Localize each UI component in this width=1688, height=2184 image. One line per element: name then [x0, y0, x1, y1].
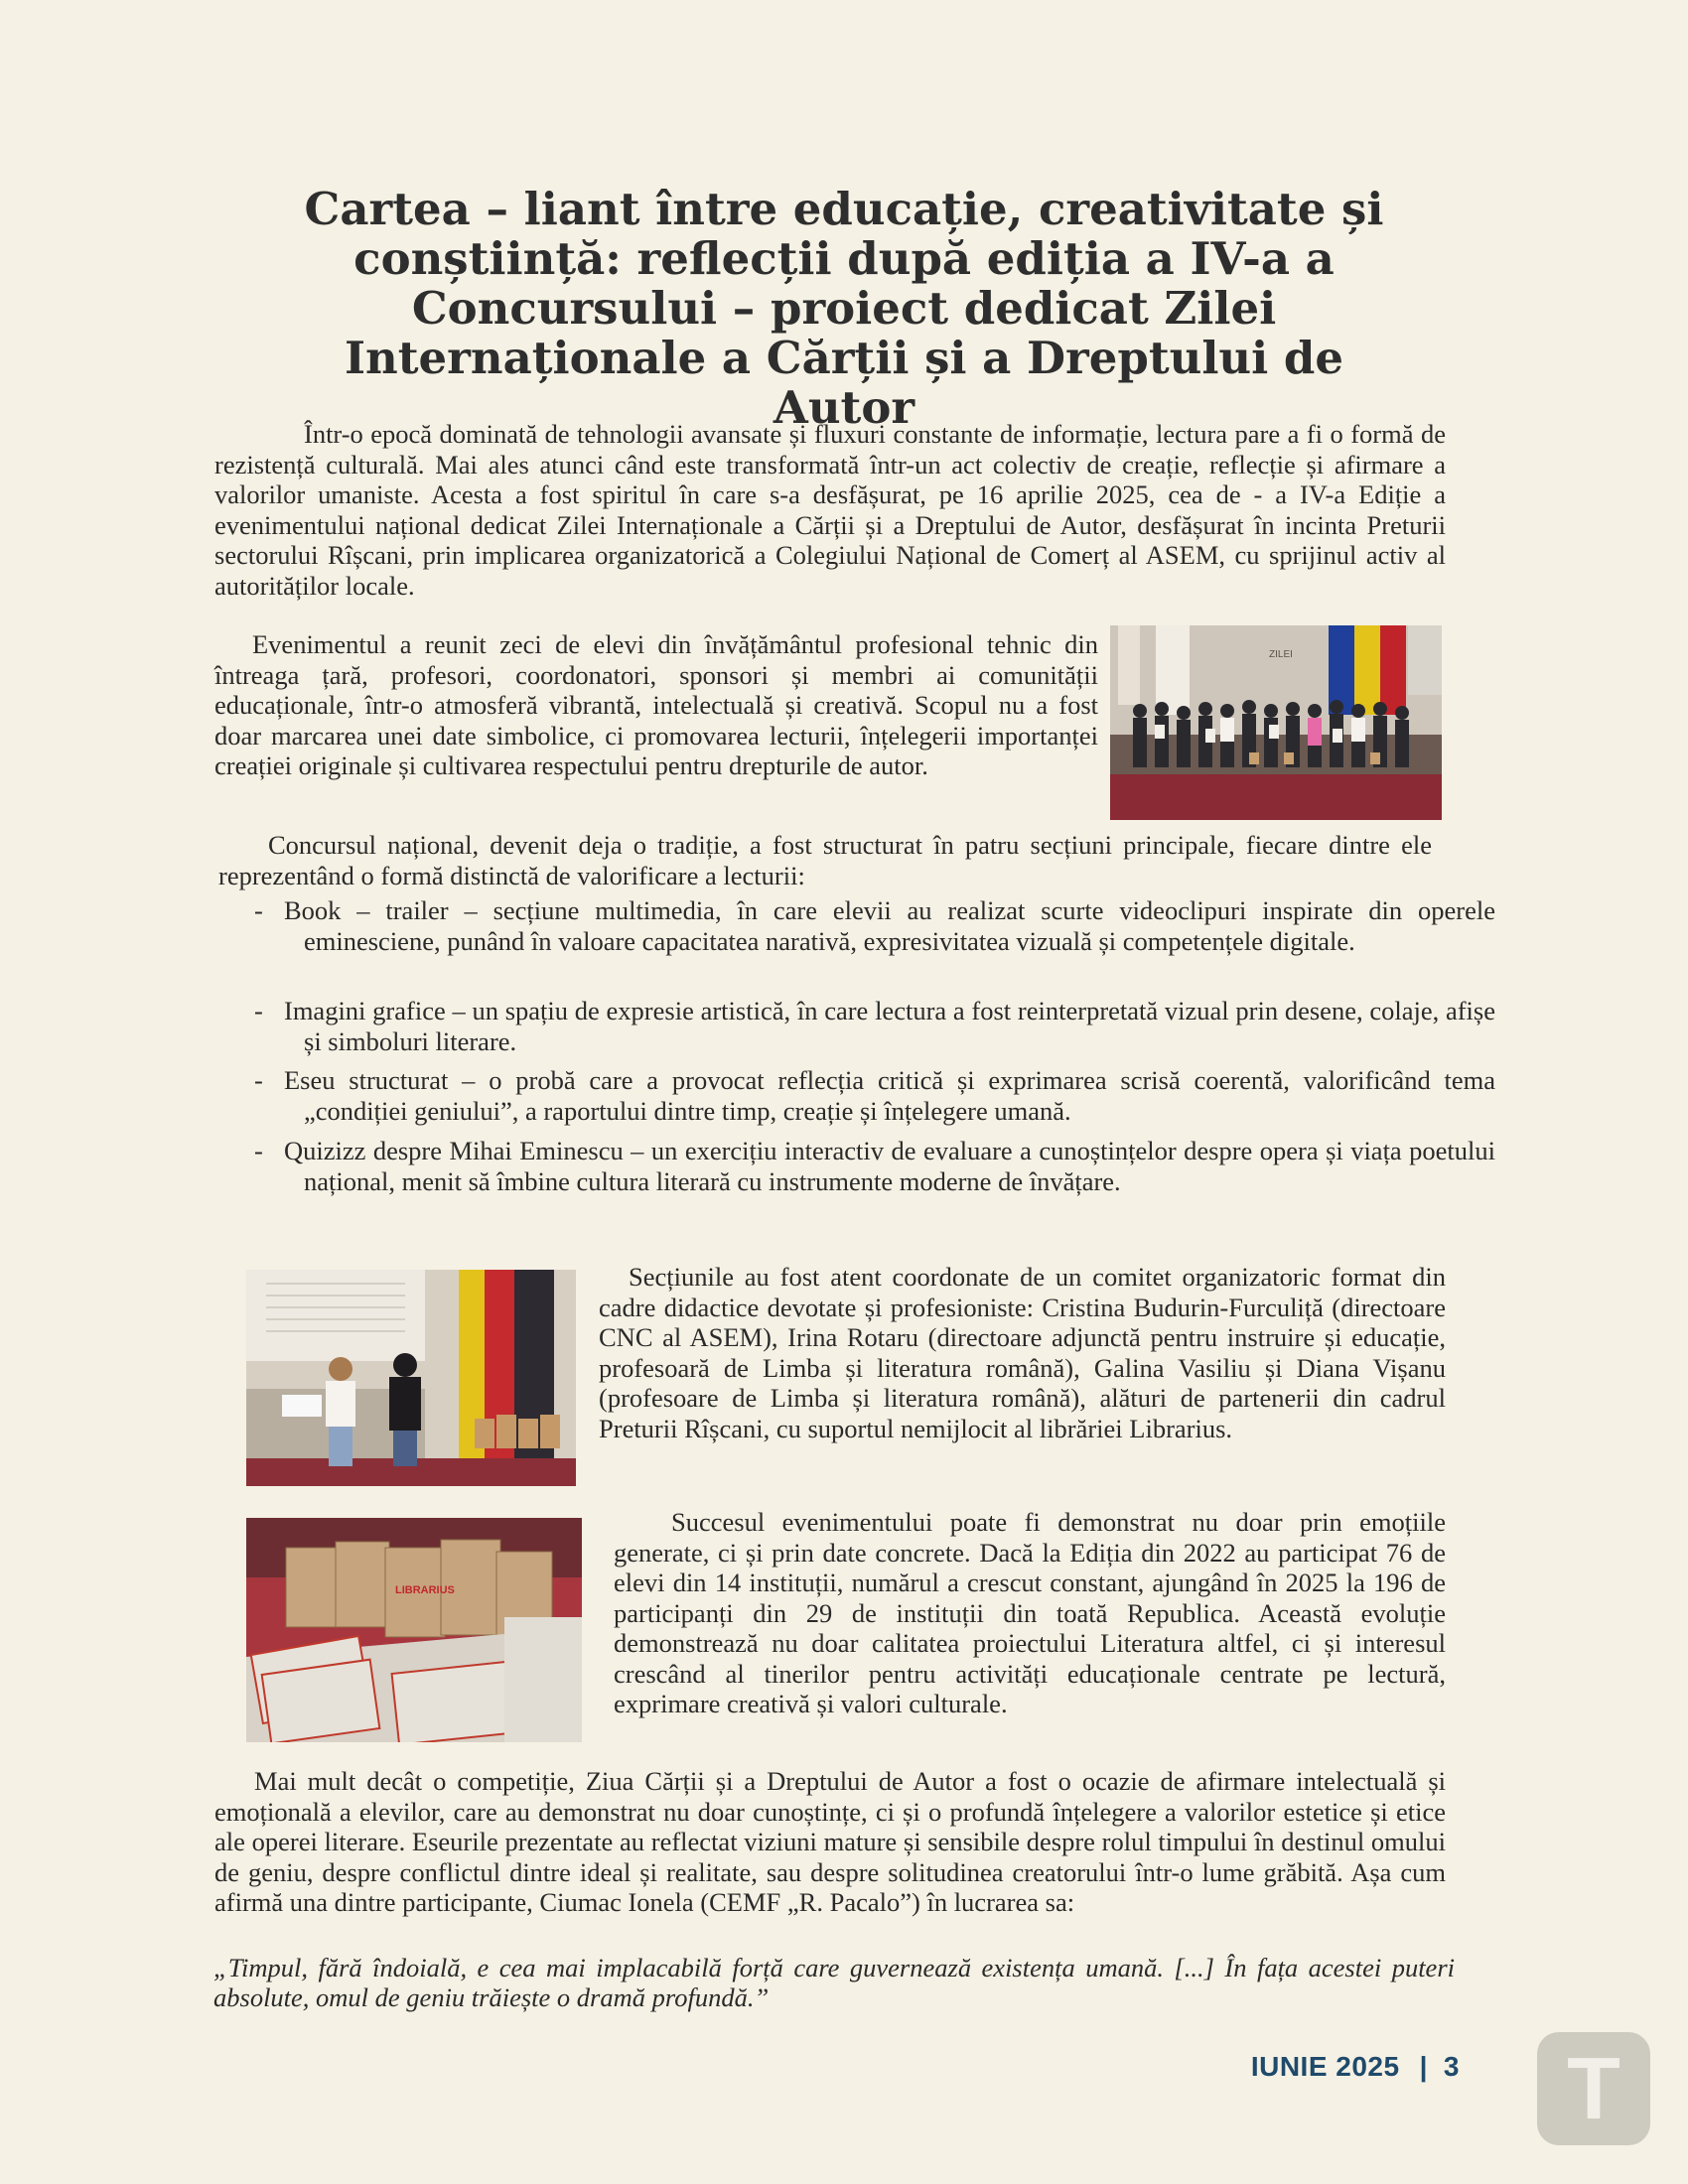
logo-letter: T	[1567, 2039, 1620, 2137]
page-footer	[1221, 2051, 1460, 2083]
page-number: 3	[1443, 2051, 1460, 2082]
event-paragraph: Evenimentul a reunit zeci de elevi din învățământul profesional tehnic din întreaga țară, profesori, coordonatori, sponsori și membri ai comunității educaționale, într-o atmosferă vibrantă, intelectuală și creativă. Scopul nu a fost doar marcarea unei date simbolice, ci promovarea lecturii, înțelegerii importanței creației originale și cultivarea respectului pentru drepturile de autor.	[214, 629, 1098, 780]
sections-paragraph: Secțiunile au fost atent coordonate de un comitet organizatoric format din cadre didactice devotate și profesioniste: Cristina Budurin-Furculiță (directoare CNC al ASEM), Irina Rotaru (directoare adjunctă pentru instruire și educație, profesoară de Limba și literatura română), Galina Vasiliu și Diana Vișanu (profesoare de Limba și literatura română), alături de partenerii din cadrul Preturii Rîșcani, cu suportul nemijlocit al librăriei Librarius.	[599, 1262, 1446, 1443]
issue-label: IUNIE 2025	[1250, 2051, 1400, 2082]
banner-text: ZILEI	[1269, 649, 1293, 660]
intro-paragraph: Într-o epocă dominată de tehnologii avansate și fluxuri constante de informație, lectura pare a fi o formă de rezistență culturală. Mai ales atunci când este transformată într-un act colectiv de creație, reflecție și afirmare a valorilor umaniste. Acesta a fost spiritul în care s-a desfășurat, pe 16 aprilie 2025, cea de - a IV-a Ediție a evenimentului național dedicat Zilei Internaționale a Cărții și a Dreptului de Autor, desfășurat în incinta Preturii sectorului Rîșcani, prin implicarea organizatorică a Colegiului Național de Comerț al ASEM, cu sprijinul activ al autorităților locale.	[214, 419, 1446, 601]
list-item: - Book – trailer – secțiune multimedia, în care elevii au realizat scurte videoclipuri inspirate din operele eminesciene, punând în valoare capacitatea narativă, expresivitatea vizuală și competențele digitale.	[254, 895, 1495, 956]
group-photo	[1110, 625, 1442, 820]
footer-separator: |	[1419, 2051, 1428, 2082]
publication-logo	[1537, 2032, 1650, 2145]
list-item: - Quizizz despre Mihai Eminescu – un exercițiu interactiv de evaluare a cunoștințelor despre opera și viața poetului național, menit să îmbine cultura literară cu instrumente moderne de învățare.	[254, 1136, 1495, 1196]
gift-bags-photo	[246, 1518, 582, 1742]
more-paragraph: Mai mult decât o competiție, Ziua Cărții și a Dreptului de Autor a fost o ocazie de afirmare intelectuală și emoțională a elevilor, care au demonstrat nu doar cunoștințe, ci și o profundă înțelegere a valorilor estetice și etice ale operei literare. Eseurile prezentate au reflectat viziuni mature și sensibile despre rolul timpului în destinul omului de geniu, despre conflictul dintre ideal și realitate, sau despre solitudinea creatorului într-o lume grăbită. Așa cum afirmă una dintre participante, Ciumac Ionela (CEMF „R. Pacalo”) în lucrarea sa:	[214, 1766, 1446, 1917]
participant-quote: „Timpul, fără îndoială, e cea mai implacabilă forță care guvernează existența umană. [...] În fața acestei puteri absolute, omul de geniu trăiește o dramă profundă.”	[213, 1953, 1455, 2012]
article-title: Cartea – liant între educație, creativitate și conștiință: reflecții după ediția a IV-a a Concursului – proiect dedicat Zilei Internaționale a Cărții și a Dreptului de Autor	[304, 183, 1384, 434]
success-paragraph: Succesul evenimentului poate fi demonstrat nu doar prin emoțiile generate, ci și prin date concrete. Dacă la Ediția din 2022 au participat 76 de elevi din 14 instituții, numărul a crescut constant, ajungând în 2025 la 196 de participanți din 29 de instituții din toată Republica. Această evoluție demonstrează nu doar calitatea proiectului Literatura altfel, ci și interesul crescând al tinerilor pentru activități educaționale centrate pe lectură, exprimare creativă și valori culturale.	[614, 1507, 1446, 1718]
bag-brand-text: LIBRARIUS	[395, 1584, 455, 1596]
contest-paragraph: Concursul național, devenit deja o tradiție, a fost structurat în patru secțiuni principale, fiecare dintre ele reprezentând o formă distinctă de valorificare a lecturii:	[218, 830, 1432, 890]
speakers-photo	[246, 1270, 576, 1486]
list-item: - Eseu structurat – o probă care a provocat reflecția critică și exprimarea scrisă coerentă, valorificând tema „condiției geniului”, a raportului dintre timp, creație și înțelegere umană.	[254, 1065, 1495, 1126]
list-item: - Imagini grafice – un spațiu de expresie artistică, în care lectura a fost reinterpretată vizual prin desene, colaje, afișe și simboluri literare.	[254, 996, 1495, 1056]
